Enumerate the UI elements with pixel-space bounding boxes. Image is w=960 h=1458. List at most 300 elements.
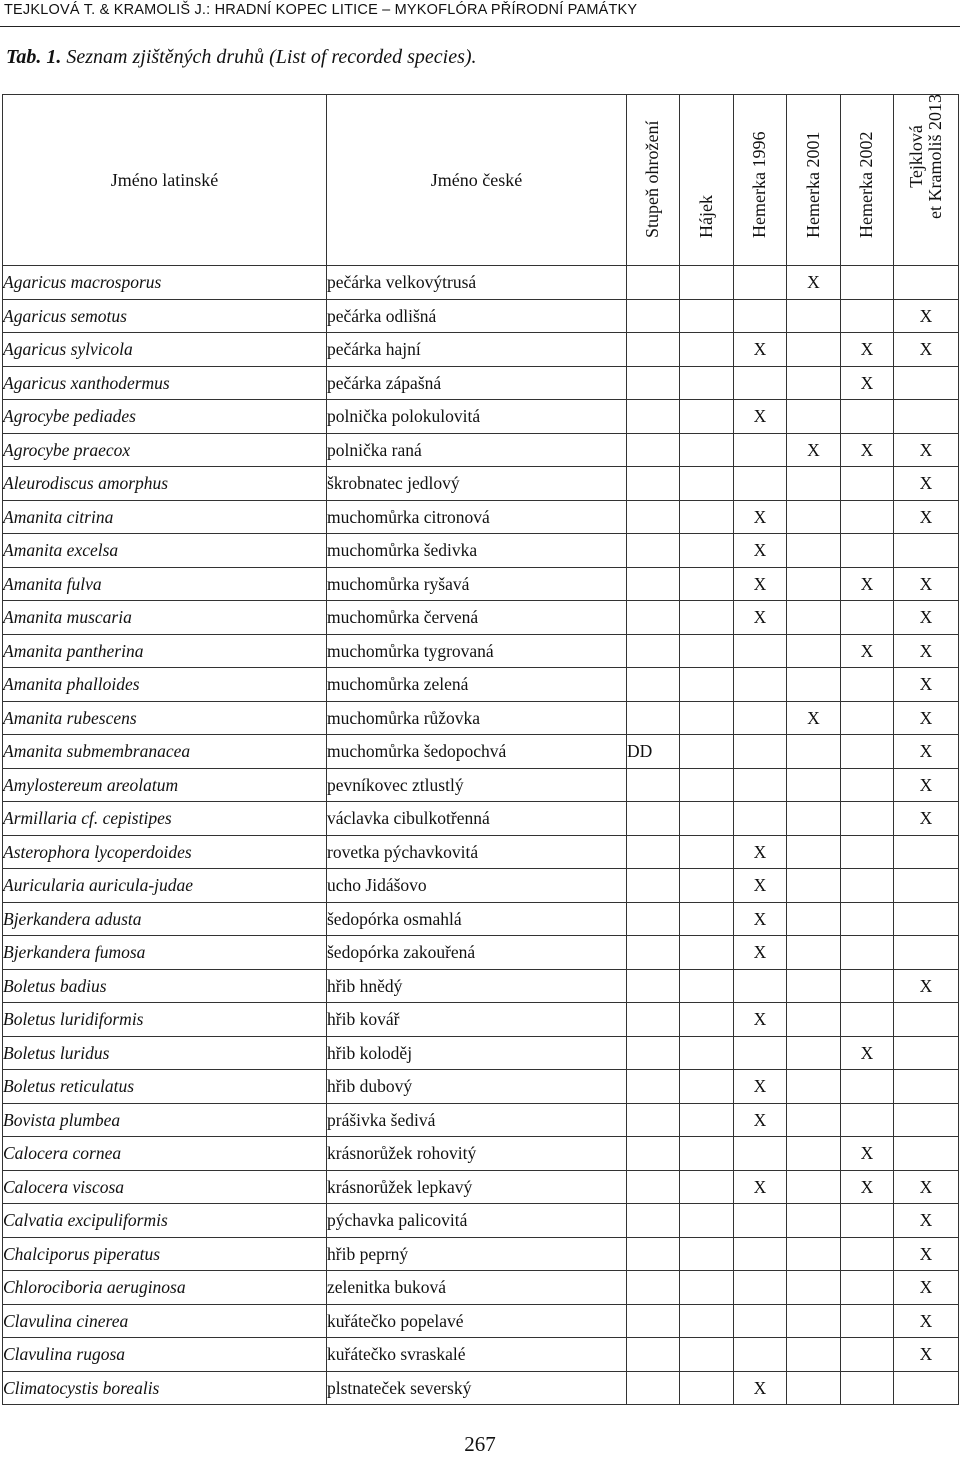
hemerka-1996-record-cell: X — [734, 869, 787, 903]
threat-status-cell: DD — [627, 735, 680, 769]
threat-status-cell — [627, 1371, 680, 1405]
table-row — [3, 768, 959, 802]
latin-name-cell: Agaricus xanthodermus — [3, 366, 327, 400]
threat-status-cell — [627, 567, 680, 601]
hemerka-1996-record-cell: X — [734, 534, 787, 568]
hemerka-1996-record-cell: X — [734, 1003, 787, 1037]
hajek-record-cell — [680, 902, 734, 936]
caption-label: Tab. 1. — [6, 46, 62, 68]
hemerka-2001-record-cell — [787, 1103, 841, 1137]
column-header-tejklova-2013 — [894, 95, 959, 266]
hemerka-2001-record-cell — [787, 500, 841, 534]
threat-status-cell — [627, 1003, 680, 1037]
czech-name-cell: šedopórka zakouřená — [327, 936, 627, 970]
page-number: 267 — [464, 1432, 496, 1456]
hemerka-2001-record-cell — [787, 969, 841, 1003]
table-row — [3, 835, 959, 869]
hemerka-2001-record-cell — [787, 299, 841, 333]
threat-status-cell — [627, 467, 680, 501]
hemerka-1996-record-cell — [734, 1338, 787, 1372]
hemerka-2001-record-cell — [787, 835, 841, 869]
hemerka-2001-record-cell — [787, 1371, 841, 1405]
latin-name-cell: Calocera cornea — [3, 1137, 327, 1171]
hemerka-1996-record-cell — [734, 299, 787, 333]
latin-name-cell: Amanita muscaria — [3, 601, 327, 635]
latin-name-cell: Agrocybe praecox — [3, 433, 327, 467]
tejklova-2013-record-cell: X — [894, 433, 959, 467]
tejklova-2013-record-cell — [894, 1371, 959, 1405]
header-divider — [0, 26, 960, 27]
tejklova-2013-record-cell — [894, 936, 959, 970]
hajek-record-cell — [680, 467, 734, 501]
tejklova-2013-record-cell: X — [894, 601, 959, 635]
table-row — [3, 802, 959, 836]
czech-name-cell: škrobnatec jedlový — [327, 467, 627, 501]
hemerka-2002-record-cell: X — [841, 567, 894, 601]
hemerka-2002-record-cell — [841, 534, 894, 568]
czech-name-cell: ucho Jidášovo — [327, 869, 627, 903]
hemerka-2001-record-cell — [787, 1137, 841, 1171]
latin-name-cell: Boletus badius — [3, 969, 327, 1003]
hemerka-1996-record-cell — [734, 969, 787, 1003]
table-row — [3, 467, 959, 501]
threat-status-cell — [627, 969, 680, 1003]
hajek-record-cell — [680, 400, 734, 434]
hemerka-2002-record-cell: X — [841, 1036, 894, 1070]
hemerka-2002-record-cell: X — [841, 433, 894, 467]
hajek-record-cell — [680, 634, 734, 668]
czech-name-cell: polnička raná — [327, 433, 627, 467]
column-header-hemerka-1996-label: Hemerka 1996 — [749, 131, 769, 238]
threat-status-cell — [627, 601, 680, 635]
latin-name-cell: Agaricus sylvicola — [3, 333, 327, 367]
latin-name-cell: Boletus luridiformis — [3, 1003, 327, 1037]
hemerka-1996-record-cell — [734, 735, 787, 769]
tejklova-2013-record-cell: X — [894, 1204, 959, 1238]
hajek-record-cell — [680, 366, 734, 400]
hemerka-2002-record-cell — [841, 299, 894, 333]
table-row — [3, 299, 959, 333]
table-row — [3, 567, 959, 601]
hajek-record-cell — [680, 333, 734, 367]
hemerka-2002-record-cell — [841, 768, 894, 802]
hemerka-2002-record-cell — [841, 1204, 894, 1238]
table-row — [3, 1271, 959, 1305]
hemerka-1996-record-cell: X — [734, 567, 787, 601]
threat-status-cell — [627, 1338, 680, 1372]
table-row — [3, 266, 959, 300]
hemerka-1996-record-cell — [734, 433, 787, 467]
table-row — [3, 936, 959, 970]
czech-name-cell: pečárka odlišná — [327, 299, 627, 333]
latin-name-cell: Clavulina rugosa — [3, 1338, 327, 1372]
hemerka-1996-record-cell — [734, 634, 787, 668]
tejklova-2013-record-cell — [894, 1103, 959, 1137]
hemerka-2002-record-cell: X — [841, 1137, 894, 1171]
czech-name-cell: václavka cibulkotřenná — [327, 802, 627, 836]
hemerka-2002-record-cell — [841, 936, 894, 970]
latin-name-cell: Agaricus semotus — [3, 299, 327, 333]
hajek-record-cell — [680, 299, 734, 333]
czech-name-cell: krásnorůžek lepkavý — [327, 1170, 627, 1204]
hemerka-2002-record-cell: X — [841, 1170, 894, 1204]
hemerka-2001-record-cell — [787, 1170, 841, 1204]
hemerka-2002-record-cell — [841, 400, 894, 434]
hemerka-2001-record-cell — [787, 802, 841, 836]
czech-name-cell: muchomůrka zelená — [327, 668, 627, 702]
threat-status-cell — [627, 869, 680, 903]
hemerka-2001-record-cell — [787, 1070, 841, 1104]
hajek-record-cell — [680, 1371, 734, 1405]
latin-name-cell: Climatocystis borealis — [3, 1371, 327, 1405]
czech-name-cell: kuřátečko popelavé — [327, 1304, 627, 1338]
hajek-record-cell — [680, 735, 734, 769]
hajek-record-cell — [680, 266, 734, 300]
hajek-record-cell — [680, 969, 734, 1003]
latin-name-cell: Amanita pantherina — [3, 634, 327, 668]
hajek-record-cell — [680, 1271, 734, 1305]
hemerka-2002-record-cell — [841, 735, 894, 769]
czech-name-cell: pevníkovec ztlustlý — [327, 768, 627, 802]
tejklova-2013-record-cell — [894, 869, 959, 903]
latin-name-cell: Amanita rubescens — [3, 701, 327, 735]
hemerka-1996-record-cell: X — [734, 936, 787, 970]
threat-status-cell — [627, 668, 680, 702]
column-header-hemerka-2002 — [841, 95, 894, 266]
hemerka-2001-record-cell — [787, 1304, 841, 1338]
tejklova-2013-record-cell — [894, 1070, 959, 1104]
hajek-record-cell — [680, 1137, 734, 1171]
czech-name-cell: rovetka pýchavkovitá — [327, 835, 627, 869]
czech-name-cell: hřib hnědý — [327, 969, 627, 1003]
tejklova-2013-record-cell — [894, 1137, 959, 1171]
column-header-latin — [3, 95, 327, 266]
latin-name-cell: Agrocybe pediades — [3, 400, 327, 434]
threat-status-cell — [627, 1137, 680, 1171]
hemerka-2002-record-cell — [841, 601, 894, 635]
hemerka-2001-record-cell — [787, 366, 841, 400]
czech-name-cell: hřib dubový — [327, 1070, 627, 1104]
czech-name-cell: kuřátečko svraskalé — [327, 1338, 627, 1372]
hajek-record-cell — [680, 1070, 734, 1104]
czech-name-cell: zelenitka buková — [327, 1271, 627, 1305]
hemerka-1996-record-cell — [734, 1204, 787, 1238]
latin-name-cell: Clavulina cinerea — [3, 1304, 327, 1338]
threat-status-cell — [627, 1304, 680, 1338]
table-row — [3, 1371, 959, 1405]
hemerka-2001-record-cell — [787, 1338, 841, 1372]
czech-name-cell: plstnateček severský — [327, 1371, 627, 1405]
hajek-record-cell — [680, 1204, 734, 1238]
table-row — [3, 1070, 959, 1104]
hemerka-2002-record-cell — [841, 1271, 894, 1305]
hemerka-2002-record-cell — [841, 467, 894, 501]
threat-status-cell — [627, 1271, 680, 1305]
hajek-record-cell — [680, 534, 734, 568]
hajek-record-cell — [680, 1304, 734, 1338]
hemerka-2002-record-cell — [841, 1237, 894, 1271]
czech-name-cell: hřib kovář — [327, 1003, 627, 1037]
threat-status-cell — [627, 1103, 680, 1137]
hemerka-2002-record-cell — [841, 500, 894, 534]
latin-name-cell: Agaricus macrosporus — [3, 266, 327, 300]
hemerka-1996-record-cell — [734, 701, 787, 735]
hemerka-1996-record-cell — [734, 266, 787, 300]
tejklova-2013-record-cell: X — [894, 701, 959, 735]
czech-name-cell: polnička polokulovitá — [327, 400, 627, 434]
threat-status-cell — [627, 534, 680, 568]
column-header-tejklova-2013-line1: Tejklová — [906, 125, 926, 188]
hemerka-2001-record-cell: X — [787, 701, 841, 735]
czech-name-cell: muchomůrka šedopochvá — [327, 735, 627, 769]
hemerka-2002-record-cell — [841, 266, 894, 300]
table-row — [3, 735, 959, 769]
column-header-hajek-label: Hájek — [695, 195, 716, 238]
table-row — [3, 601, 959, 635]
hemerka-1996-record-cell: X — [734, 1170, 787, 1204]
column-header-hemerka-2001 — [787, 95, 841, 266]
threat-status-cell — [627, 1170, 680, 1204]
column-header-tejklova-2013-label — [907, 94, 945, 219]
hajek-record-cell — [680, 869, 734, 903]
hemerka-2002-record-cell — [841, 969, 894, 1003]
latin-name-cell: Amanita excelsa — [3, 534, 327, 568]
column-header-hemerka-2002-label: Hemerka 2002 — [856, 131, 876, 238]
latin-name-cell: Amanita citrina — [3, 500, 327, 534]
threat-status-cell — [627, 1204, 680, 1238]
table-row — [3, 1237, 959, 1271]
hemerka-2002-record-cell: X — [841, 333, 894, 367]
threat-status-cell — [627, 266, 680, 300]
czech-name-cell: muchomůrka ryšavá — [327, 567, 627, 601]
hemerka-2001-record-cell — [787, 768, 841, 802]
threat-status-cell — [627, 634, 680, 668]
hemerka-2002-record-cell — [841, 1103, 894, 1137]
hajek-record-cell — [680, 768, 734, 802]
column-header-status — [627, 95, 680, 266]
threat-status-cell — [627, 333, 680, 367]
hemerka-2002-record-cell — [841, 1371, 894, 1405]
tejklova-2013-record-cell — [894, 366, 959, 400]
tejklova-2013-record-cell — [894, 266, 959, 300]
czech-name-cell: pečárka hajní — [327, 333, 627, 367]
hajek-record-cell — [680, 1036, 734, 1070]
tejklova-2013-record-cell — [894, 1003, 959, 1037]
column-header-latin-label: Jméno latinské — [110, 169, 219, 190]
table-row — [3, 1338, 959, 1372]
table-row — [3, 634, 959, 668]
hemerka-2002-record-cell — [841, 902, 894, 936]
table-row — [3, 1137, 959, 1171]
latin-name-cell: Amylostereum areolatum — [3, 768, 327, 802]
tejklova-2013-record-cell — [894, 902, 959, 936]
table-row — [3, 969, 959, 1003]
hemerka-2001-record-cell — [787, 1271, 841, 1305]
column-header-hajek — [680, 95, 734, 266]
tejklova-2013-record-cell — [894, 534, 959, 568]
latin-name-cell: Amanita phalloides — [3, 668, 327, 702]
latin-name-cell: Bjerkandera adusta — [3, 902, 327, 936]
hajek-record-cell — [680, 1170, 734, 1204]
latin-name-cell: Aleurodiscus amorphus — [3, 467, 327, 501]
hemerka-2001-record-cell — [787, 467, 841, 501]
hemerka-2001-record-cell — [787, 634, 841, 668]
table-row — [3, 1304, 959, 1338]
table-row — [3, 668, 959, 702]
hemerka-2002-record-cell — [841, 835, 894, 869]
table-row — [3, 701, 959, 735]
table-row — [3, 500, 959, 534]
hemerka-2001-record-cell — [787, 668, 841, 702]
hemerka-1996-record-cell — [734, 1271, 787, 1305]
tejklova-2013-record-cell: X — [894, 1237, 959, 1271]
hajek-record-cell — [680, 802, 734, 836]
table-header-row — [3, 95, 959, 266]
hajek-record-cell — [680, 835, 734, 869]
threat-status-cell — [627, 400, 680, 434]
tejklova-2013-record-cell — [894, 400, 959, 434]
hemerka-2001-record-cell — [787, 1036, 841, 1070]
threat-status-cell — [627, 802, 680, 836]
hemerka-2001-record-cell: X — [787, 433, 841, 467]
tejklova-2013-record-cell: X — [894, 333, 959, 367]
hemerka-2001-record-cell — [787, 902, 841, 936]
czech-name-cell: muchomůrka šedivka — [327, 534, 627, 568]
latin-name-cell: Calocera viscosa — [3, 1170, 327, 1204]
hemerka-2002-record-cell — [841, 1003, 894, 1037]
hemerka-2002-record-cell — [841, 1304, 894, 1338]
hemerka-1996-record-cell — [734, 668, 787, 702]
latin-name-cell: Bjerkandera fumosa — [3, 936, 327, 970]
latin-name-cell: Boletus reticulatus — [3, 1070, 327, 1104]
hajek-record-cell — [680, 668, 734, 702]
hemerka-2001-record-cell — [787, 869, 841, 903]
hemerka-2001-record-cell — [787, 1204, 841, 1238]
tejklova-2013-record-cell: X — [894, 969, 959, 1003]
hajek-record-cell — [680, 1003, 734, 1037]
table-row — [3, 366, 959, 400]
hemerka-1996-record-cell — [734, 467, 787, 501]
hemerka-1996-record-cell: X — [734, 1371, 787, 1405]
czech-name-cell: pečárka velkovýtrusá — [327, 266, 627, 300]
hajek-record-cell — [680, 1237, 734, 1271]
hemerka-2002-record-cell — [841, 1070, 894, 1104]
column-header-hemerka-1996 — [734, 95, 787, 266]
hemerka-1996-record-cell — [734, 768, 787, 802]
czech-name-cell: muchomůrka tygrovaná — [327, 634, 627, 668]
table-caption — [6, 46, 477, 69]
threat-status-cell — [627, 500, 680, 534]
czech-name-cell: muchomůrka citronová — [327, 500, 627, 534]
column-header-hemerka-2001-label: Hemerka 2001 — [802, 131, 823, 238]
running-head: TEJKLOVÁ T. & KRAMOLIŠ J.: HRADNÍ KOPEC LITICE – MYKOFLÓRA PŘÍRODNÍ PAMÁTKY — [4, 2, 638, 18]
column-header-czech-label: Jméno české — [430, 169, 523, 190]
column-header-tejklova-2013-line2: et Kramoliš 2013 — [925, 94, 945, 219]
hemerka-1996-record-cell — [734, 802, 787, 836]
hemerka-2001-record-cell — [787, 735, 841, 769]
latin-name-cell: Chalciporus piperatus — [3, 1237, 327, 1271]
latin-name-cell: Auricularia auricula-judae — [3, 869, 327, 903]
table-row — [3, 433, 959, 467]
hemerka-1996-record-cell: X — [734, 333, 787, 367]
hemerka-1996-record-cell — [734, 1237, 787, 1271]
hemerka-2002-record-cell — [841, 668, 894, 702]
hemerka-1996-record-cell: X — [734, 902, 787, 936]
hemerka-1996-record-cell: X — [734, 601, 787, 635]
hemerka-1996-record-cell — [734, 1036, 787, 1070]
hemerka-1996-record-cell: X — [734, 500, 787, 534]
table-row — [3, 902, 959, 936]
threat-status-cell — [627, 299, 680, 333]
table-row — [3, 1003, 959, 1037]
hemerka-2002-record-cell: X — [841, 634, 894, 668]
species-table-body — [3, 266, 959, 1405]
threat-status-cell — [627, 768, 680, 802]
hajek-record-cell — [680, 567, 734, 601]
caption-text: Seznam zjištěných druhů (List of recorded species). — [66, 46, 477, 68]
hemerka-1996-record-cell: X — [734, 835, 787, 869]
latin-name-cell: Amanita submembranacea — [3, 735, 327, 769]
table-row — [3, 1204, 959, 1238]
tejklova-2013-record-cell: X — [894, 1338, 959, 1372]
tejklova-2013-record-cell: X — [894, 1304, 959, 1338]
tejklova-2013-record-cell: X — [894, 802, 959, 836]
hajek-record-cell — [680, 701, 734, 735]
czech-name-cell: šedopórka osmahlá — [327, 902, 627, 936]
hemerka-2001-record-cell — [787, 567, 841, 601]
latin-name-cell: Amanita fulva — [3, 567, 327, 601]
hemerka-2002-record-cell — [841, 869, 894, 903]
tejklova-2013-record-cell: X — [894, 500, 959, 534]
threat-status-cell — [627, 701, 680, 735]
hemerka-2001-record-cell — [787, 1003, 841, 1037]
column-header-status-label: Stupeň ohrožení — [642, 120, 662, 238]
hemerka-2001-record-cell — [787, 333, 841, 367]
tejklova-2013-record-cell: X — [894, 768, 959, 802]
table-row — [3, 1036, 959, 1070]
tejklova-2013-record-cell: X — [894, 668, 959, 702]
czech-name-cell: krásnorůžek rohovitý — [327, 1137, 627, 1171]
table-row — [3, 400, 959, 434]
hemerka-2001-record-cell — [787, 601, 841, 635]
table-row — [3, 869, 959, 903]
tejklova-2013-record-cell — [894, 835, 959, 869]
tejklova-2013-record-cell: X — [894, 299, 959, 333]
czech-name-cell: hřib koloděj — [327, 1036, 627, 1070]
tejklova-2013-record-cell — [894, 1036, 959, 1070]
hajek-record-cell — [680, 601, 734, 635]
tejklova-2013-record-cell: X — [894, 1271, 959, 1305]
tejklova-2013-record-cell: X — [894, 735, 959, 769]
czech-name-cell: muchomůrka červená — [327, 601, 627, 635]
hemerka-1996-record-cell: X — [734, 1070, 787, 1104]
hemerka-1996-record-cell — [734, 1304, 787, 1338]
threat-status-cell — [627, 936, 680, 970]
hemerka-1996-record-cell — [734, 1137, 787, 1171]
tejklova-2013-record-cell: X — [894, 567, 959, 601]
hemerka-2001-record-cell — [787, 534, 841, 568]
table-row — [3, 1103, 959, 1137]
tejklova-2013-record-cell: X — [894, 634, 959, 668]
czech-name-cell: hřib peprný — [327, 1237, 627, 1271]
latin-name-cell: Boletus luridus — [3, 1036, 327, 1070]
czech-name-cell: prášivka šedivá — [327, 1103, 627, 1137]
table-row — [3, 1170, 959, 1204]
hajek-record-cell — [680, 1338, 734, 1372]
hajek-record-cell — [680, 433, 734, 467]
latin-name-cell: Asterophora lycoperdoides — [3, 835, 327, 869]
hajek-record-cell — [680, 936, 734, 970]
